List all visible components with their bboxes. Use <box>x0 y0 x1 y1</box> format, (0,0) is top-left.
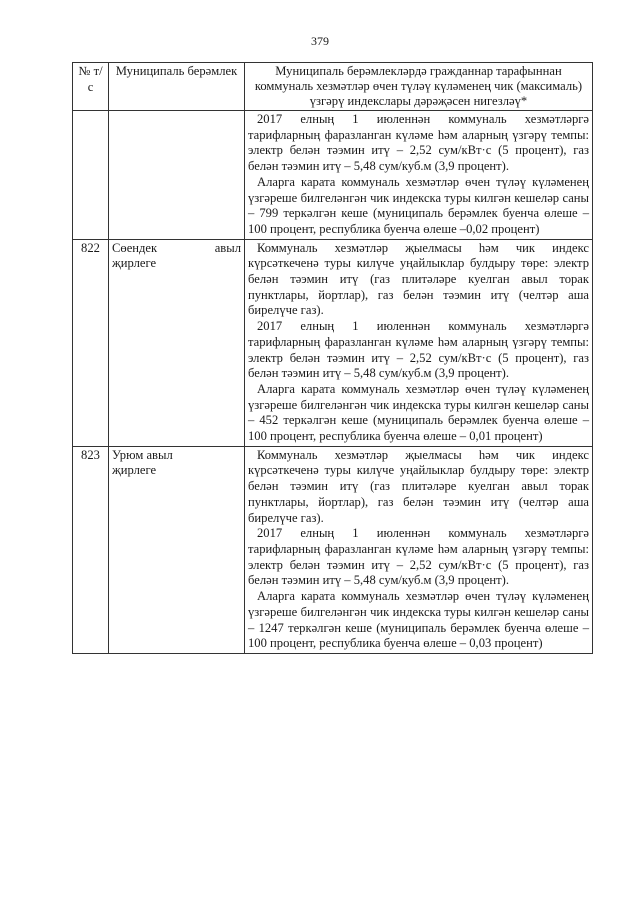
justification-text <box>245 111 593 240</box>
header-municipality: Муниципаль берәмлек <box>109 63 245 111</box>
municipality-name <box>109 446 245 653</box>
header-description: Муниципаль берәмлекләрдә гражданнар тарафыннан коммуналь хезмәтләр өчен түләү күләменең чик (максималь) үзгәрү индекслары дәрәҗәсен нигезләү* <box>245 63 593 111</box>
municipality-name-word: авыл <box>214 240 241 255</box>
municipality-name-word: Урюм авыл <box>112 447 173 462</box>
justification-text <box>245 446 593 653</box>
justification-paragraph: Аларга карата коммуналь хезмәтләр өчен түләү күләменең үзгәреше билгеләнгән чик индекска туры килгән кешеләр саны – 1247 теркәлгән кеше (муниципаль берәмлек буенча өлеше – 100 процент, республика буенча өлеше – 0,03 процент) <box>248 589 589 651</box>
justification-paragraph: Аларга карата коммуналь хезмәтләр өчен түләү күләменең үзгәреше билгеләнгән чик индекска туры килгән кешеләр саны – 799 теркәлгән кеше (муниципаль берәмлек буенча өлеше – 100 процент, республика буенча өлеше –0,02 процент) <box>248 174 589 236</box>
municipality-name <box>109 111 245 240</box>
municipality-name-line <box>112 448 241 464</box>
justification-paragraph: 2017 елның 1 июленнән коммуналь хезмәтләргә тарифларның фаразланган күләме һәм аларның үзгәрү темпы: электр белән тәэмин итү – 2,52 сум/кВт·с (5 процент), газ белән тәэмин итү – 5,48 сум/куб.м (3,9 процент). <box>248 319 589 381</box>
row-number <box>73 111 109 240</box>
page-number: 379 <box>311 34 329 48</box>
row-number: 823 <box>73 446 109 653</box>
municipality-name <box>109 239 245 446</box>
justification-paragraph: Коммуналь хезмәтләр җыелмасы һәм чик индекс күрсәткеченә туры килүче уңайлыклар булдыру төре: электр белән тәэмин итү (газ плитәләре куелган авыл торак пунктлары, йортлар), газ белән тәэмин итү (челтәр аша бирелүче газ). <box>248 240 589 318</box>
indices-table <box>72 62 593 654</box>
header-number: № т/с <box>73 63 109 111</box>
municipality-name-line2: җирлеге <box>112 463 157 478</box>
municipality-name-word: Сөендек <box>112 240 158 255</box>
justification-paragraph: Аларга карата коммуналь хезмәтләр өчен түләү күләменең үзгәреше билгеләнгән чик индекска туры килгән кешеләр саны – 452 теркәлгән кеше (муниципаль берәмлек буенча өлеше – 100 процент, республика буенча өлеше – 0,01 процент) <box>248 381 589 444</box>
table-row <box>73 446 593 653</box>
table-header-row <box>73 63 593 111</box>
justification-text <box>245 239 593 446</box>
table-row <box>73 111 593 240</box>
row-number: 822 <box>73 239 109 446</box>
municipality-name-line2: җирлеге <box>112 256 157 271</box>
justification-paragraph: 2017 елның 1 июленнән коммуналь хезмәтләргә тарифларның фаразланган күләме һәм аларның үзгәрү темпы: электр белән тәэмин итү – 2,52 сум/кВт·с (5 процент), газ белән тәэмин итү – 5,48 сум/куб.м (3,9 процент). <box>248 526 589 588</box>
justification-paragraph: Коммуналь хезмәтләр җыелмасы һәм чик индекс күрсәткеченә туры килүче уңайлыклар булдыру төре: электр белән тәэмин итү (газ плитәләре куелган авыл торак пунктлары, йортлар), газ белән тәэмин итү (челтәр аша бирелүче газ). <box>248 447 589 525</box>
justification-paragraph: 2017 елның 1 июленнән коммуналь хезмәтләргә тарифларның фаразланган күләме һәм аларның үзгәрү темпы: электр белән тәэмин итү – 2,52 сум/кВт·с (5 процент), газ белән тәэмин итү – 5,48 сум/куб.м (3,9 процент). <box>248 112 589 174</box>
table-row <box>73 239 593 446</box>
municipality-name-line <box>112 241 241 257</box>
